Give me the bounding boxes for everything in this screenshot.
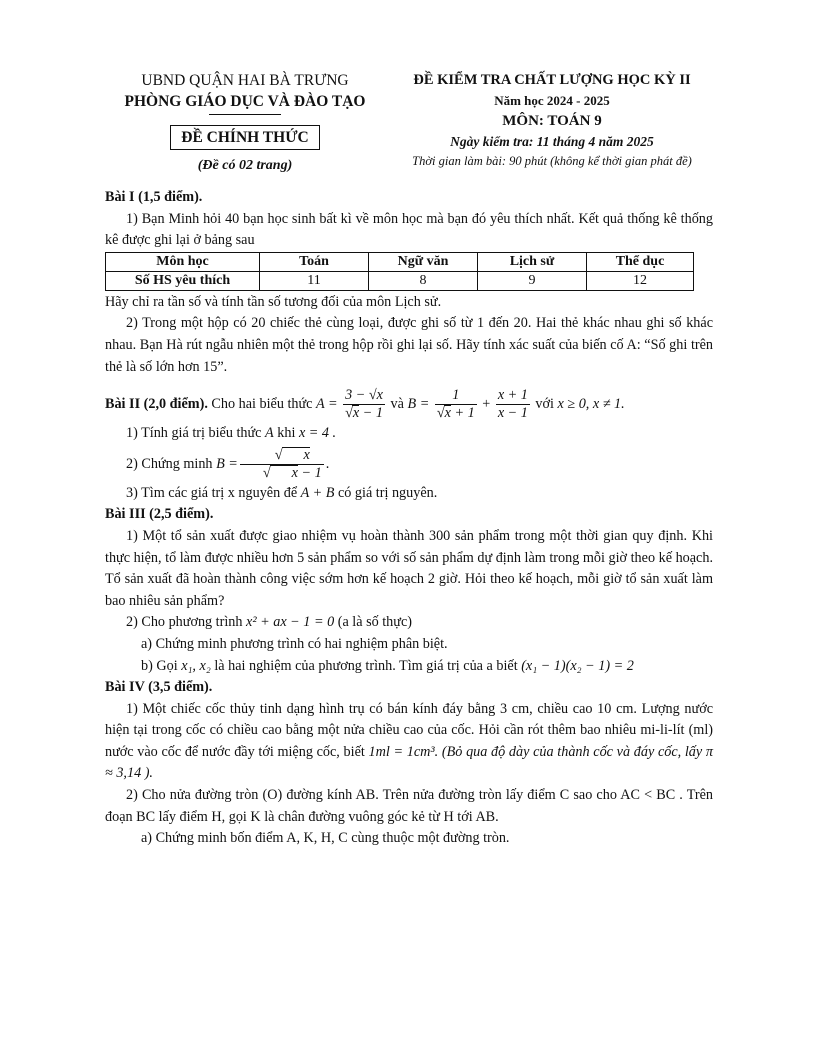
exam-page — [105, 70, 713, 850]
question-text: 3) Tìm các giá trị x nguyên để — [126, 484, 298, 501]
question-text: là hai nghiệm của phương trình. Tìm giá trị của a biết — [214, 657, 518, 674]
issuer-block — [105, 70, 385, 177]
question-text: b) Gọi — [141, 657, 178, 674]
problem-1-question-1: 1) Bạn Minh hỏi 40 bạn học sinh bất kì về môn học mà bạn đó yêu thích nhất. Kết quả thống kê thống kê được ghi lại ở bảng sau — [105, 210, 713, 249]
problem-4-question-1 — [105, 699, 713, 785]
table-cell: 11 — [260, 271, 369, 290]
department-name: PHÒNG GIÁO DỤC VÀ ĐÀO TẠO — [124, 93, 366, 110]
math-expression: A + B — [300, 484, 335, 501]
expr-b-fraction-2 — [496, 387, 530, 422]
problem-1-question-2: 2) Trong một hộp có 20 chiếc thẻ cùng loại, được ghi số từ 1 đến 20. Hai thẻ khác nhau ghi số khác nhau. Bạn Hà rút ngẫu nhiên một thẻ trong hộp rồi ghi lại số. Hãy tính xác suất của biến cố A: “Số ghi trên thẻ là số lớn hơn 15”. — [105, 315, 713, 375]
question-text: 2) Cho phương trình — [126, 614, 243, 631]
question-text: 2) Chứng minh — [126, 455, 213, 472]
problem-1-question-1-followup: Hãy chỉ ra tần số và tính tần số tương đối của môn Lịch sử. — [105, 293, 442, 310]
table-cell: 12 — [587, 271, 694, 290]
problem-2-intro: Cho hai biểu thức — [211, 396, 313, 413]
question-text: có giá trị nguyên. — [337, 484, 438, 501]
problem-3-title: Bài III (2,5 điểm). — [105, 506, 214, 523]
expr-b-lhs: B = — [216, 455, 238, 472]
expr-b-lhs: B = — [407, 396, 430, 413]
fraction-denominator: √x + 1 — [436, 405, 475, 422]
problem-2-question-3 — [105, 483, 713, 505]
school-year: Năm học 2024 - 2025 — [494, 93, 610, 108]
table-header-row — [106, 252, 694, 271]
exam-info-block — [387, 70, 717, 171]
official-stamp: ĐỀ CHÍNH THỨC — [170, 125, 319, 150]
exam-date: Ngày kiểm tra: 11 tháng 4 năm 2025 — [450, 134, 654, 149]
table-cell: 9 — [478, 271, 587, 290]
problem-2-statement — [105, 385, 713, 423]
roots: x₁, x₂ — [181, 657, 211, 674]
fraction-numerator: √ x — [240, 447, 324, 465]
expr-a-fraction — [343, 387, 385, 422]
plus-sign: + — [482, 396, 491, 413]
problem-3-question-1: 1) Một tổ sản xuất được giao nhiệm vụ hoàn thành 300 sản phẩm trong một thời gian quy định. Khi thực hiện, tổ làm được nhiều hơn 5 sản phẩm so với số sản phẩm dự định làm trong mỗi giờ theo kế hoạch. Tổ sản xuất đã hoàn thành công việc sớm hơn kế hoạch 2 giờ. Hỏi theo kế hoạch, mỗi giờ tổ sản xuất làm bao nhiêu sản phẩm? — [105, 527, 713, 609]
question-text: 1) Một chiếc cốc thủy tinh dạng hình trụ có bán kính đáy bằng 3 cm, chiều cao 10 cm. Lượng nước hiện tại trong cốc có chiều cao bằng một nửa chiều cao của cốc. Hỏi cần rót thêm bao nhiêu mi-li-lít (ml) nước vào cốc để nước đầy tới miệng cốc, biết — [105, 700, 713, 760]
equation: x² + ax − 1 = 0 — [246, 614, 335, 631]
unit-equation: 1ml = 1cm³ — [368, 743, 435, 760]
problem-4-title: Bài IV (3,5 điểm). — [105, 679, 213, 696]
expr-a-lhs: A = — [316, 396, 338, 413]
equation-note: (a là số thực) — [337, 614, 412, 631]
problem-2-question-2 — [105, 445, 713, 483]
exam-title: ĐỀ KIỂM TRA CHẤT LƯỢNG HỌC KỲ II — [413, 72, 691, 88]
statistics-table — [105, 252, 694, 291]
subject: MÔN: TOÁN 9 — [502, 113, 602, 129]
district-name: UBND QUẬN HAI BÀ TRƯNG — [141, 72, 349, 89]
sqrt-radicand: x — [444, 405, 451, 422]
problem-3-question-2a: a) Chứng minh phương trình có hai nghiệm phân biệt. — [141, 635, 448, 652]
denominator-tail: − 1 — [297, 464, 322, 481]
with-word: với — [535, 396, 554, 413]
sqrt-radicand: x — [352, 405, 360, 422]
expr-a-numerator: 3 − √x — [343, 387, 385, 405]
expr-b-target-fraction — [240, 447, 324, 482]
question-text: khi — [277, 425, 296, 442]
problem-3-question-2b — [105, 656, 713, 678]
condition-equation: (x₁ − 1)(x₂ − 1) = 2 — [521, 657, 634, 674]
denominator-tail: + 1 — [450, 405, 475, 422]
problem-3-question-2 — [105, 612, 713, 634]
table-header-cell: Toán — [260, 252, 369, 271]
problem-1-title: Bài I (1,5 điểm). — [105, 189, 203, 205]
period: . — [325, 455, 330, 472]
and-word: và — [390, 396, 404, 413]
math-variable: A — [265, 425, 274, 442]
fraction-denominator: x − 1 — [497, 405, 528, 422]
fraction-numerator: 1 — [435, 387, 477, 405]
table-header-cell: Thể dục — [587, 252, 694, 271]
exam-duration: Thời gian làm bài: 90 phút (không kể thời gian phát đề) — [412, 154, 692, 168]
pages-note: (Đề có 02 trang) — [197, 158, 293, 173]
expr-b-fraction-1 — [435, 387, 477, 422]
math-value: x = 4 . — [298, 425, 337, 442]
document-header — [105, 70, 713, 180]
sqrt-radicand: x — [282, 447, 310, 463]
fraction-denominator: √ x − 1 — [262, 464, 322, 481]
table-cell: Số HS yêu thích — [106, 271, 260, 290]
problem-4-question-2a: a) Chứng minh bốn điểm A, K, H, C cùng thuộc một đường tròn. — [141, 830, 510, 847]
problem-2-title: Bài II (2,0 điểm). — [105, 396, 208, 413]
question-note: . (Bỏ qua độ dày của thành cốc và đáy cốc, lấy π ≈ 3,14 ). — [105, 743, 714, 782]
problem-4-question-2: 2) Cho nửa đường tròn (O) đường kính AB. Trên nửa đường tròn lấy điểm C sao cho AC < BC . Trên đoạn BC lấy điểm H, gọi K là chân đường vuông góc kẻ từ H tới AB. — [105, 787, 713, 825]
table-header-cell: Lịch sử — [478, 252, 587, 271]
fraction-numerator: x + 1 — [497, 387, 528, 404]
table-header-cell: Môn học — [106, 252, 260, 271]
table-header-cell: Ngữ văn — [369, 252, 478, 271]
question-text: 1) Tính giá trị biểu thức — [126, 425, 262, 442]
table-row — [106, 271, 694, 290]
sqrt-radicand: x — [270, 465, 298, 481]
table-cell: 8 — [369, 271, 478, 290]
header-divider — [209, 114, 281, 115]
denominator-tail: − 1 — [359, 405, 383, 422]
problem-2-question-1 — [105, 423, 713, 445]
expr-a-denominator: √x − 1 — [345, 405, 383, 422]
domain-condition: x ≥ 0, x ≠ 1. — [557, 396, 625, 413]
